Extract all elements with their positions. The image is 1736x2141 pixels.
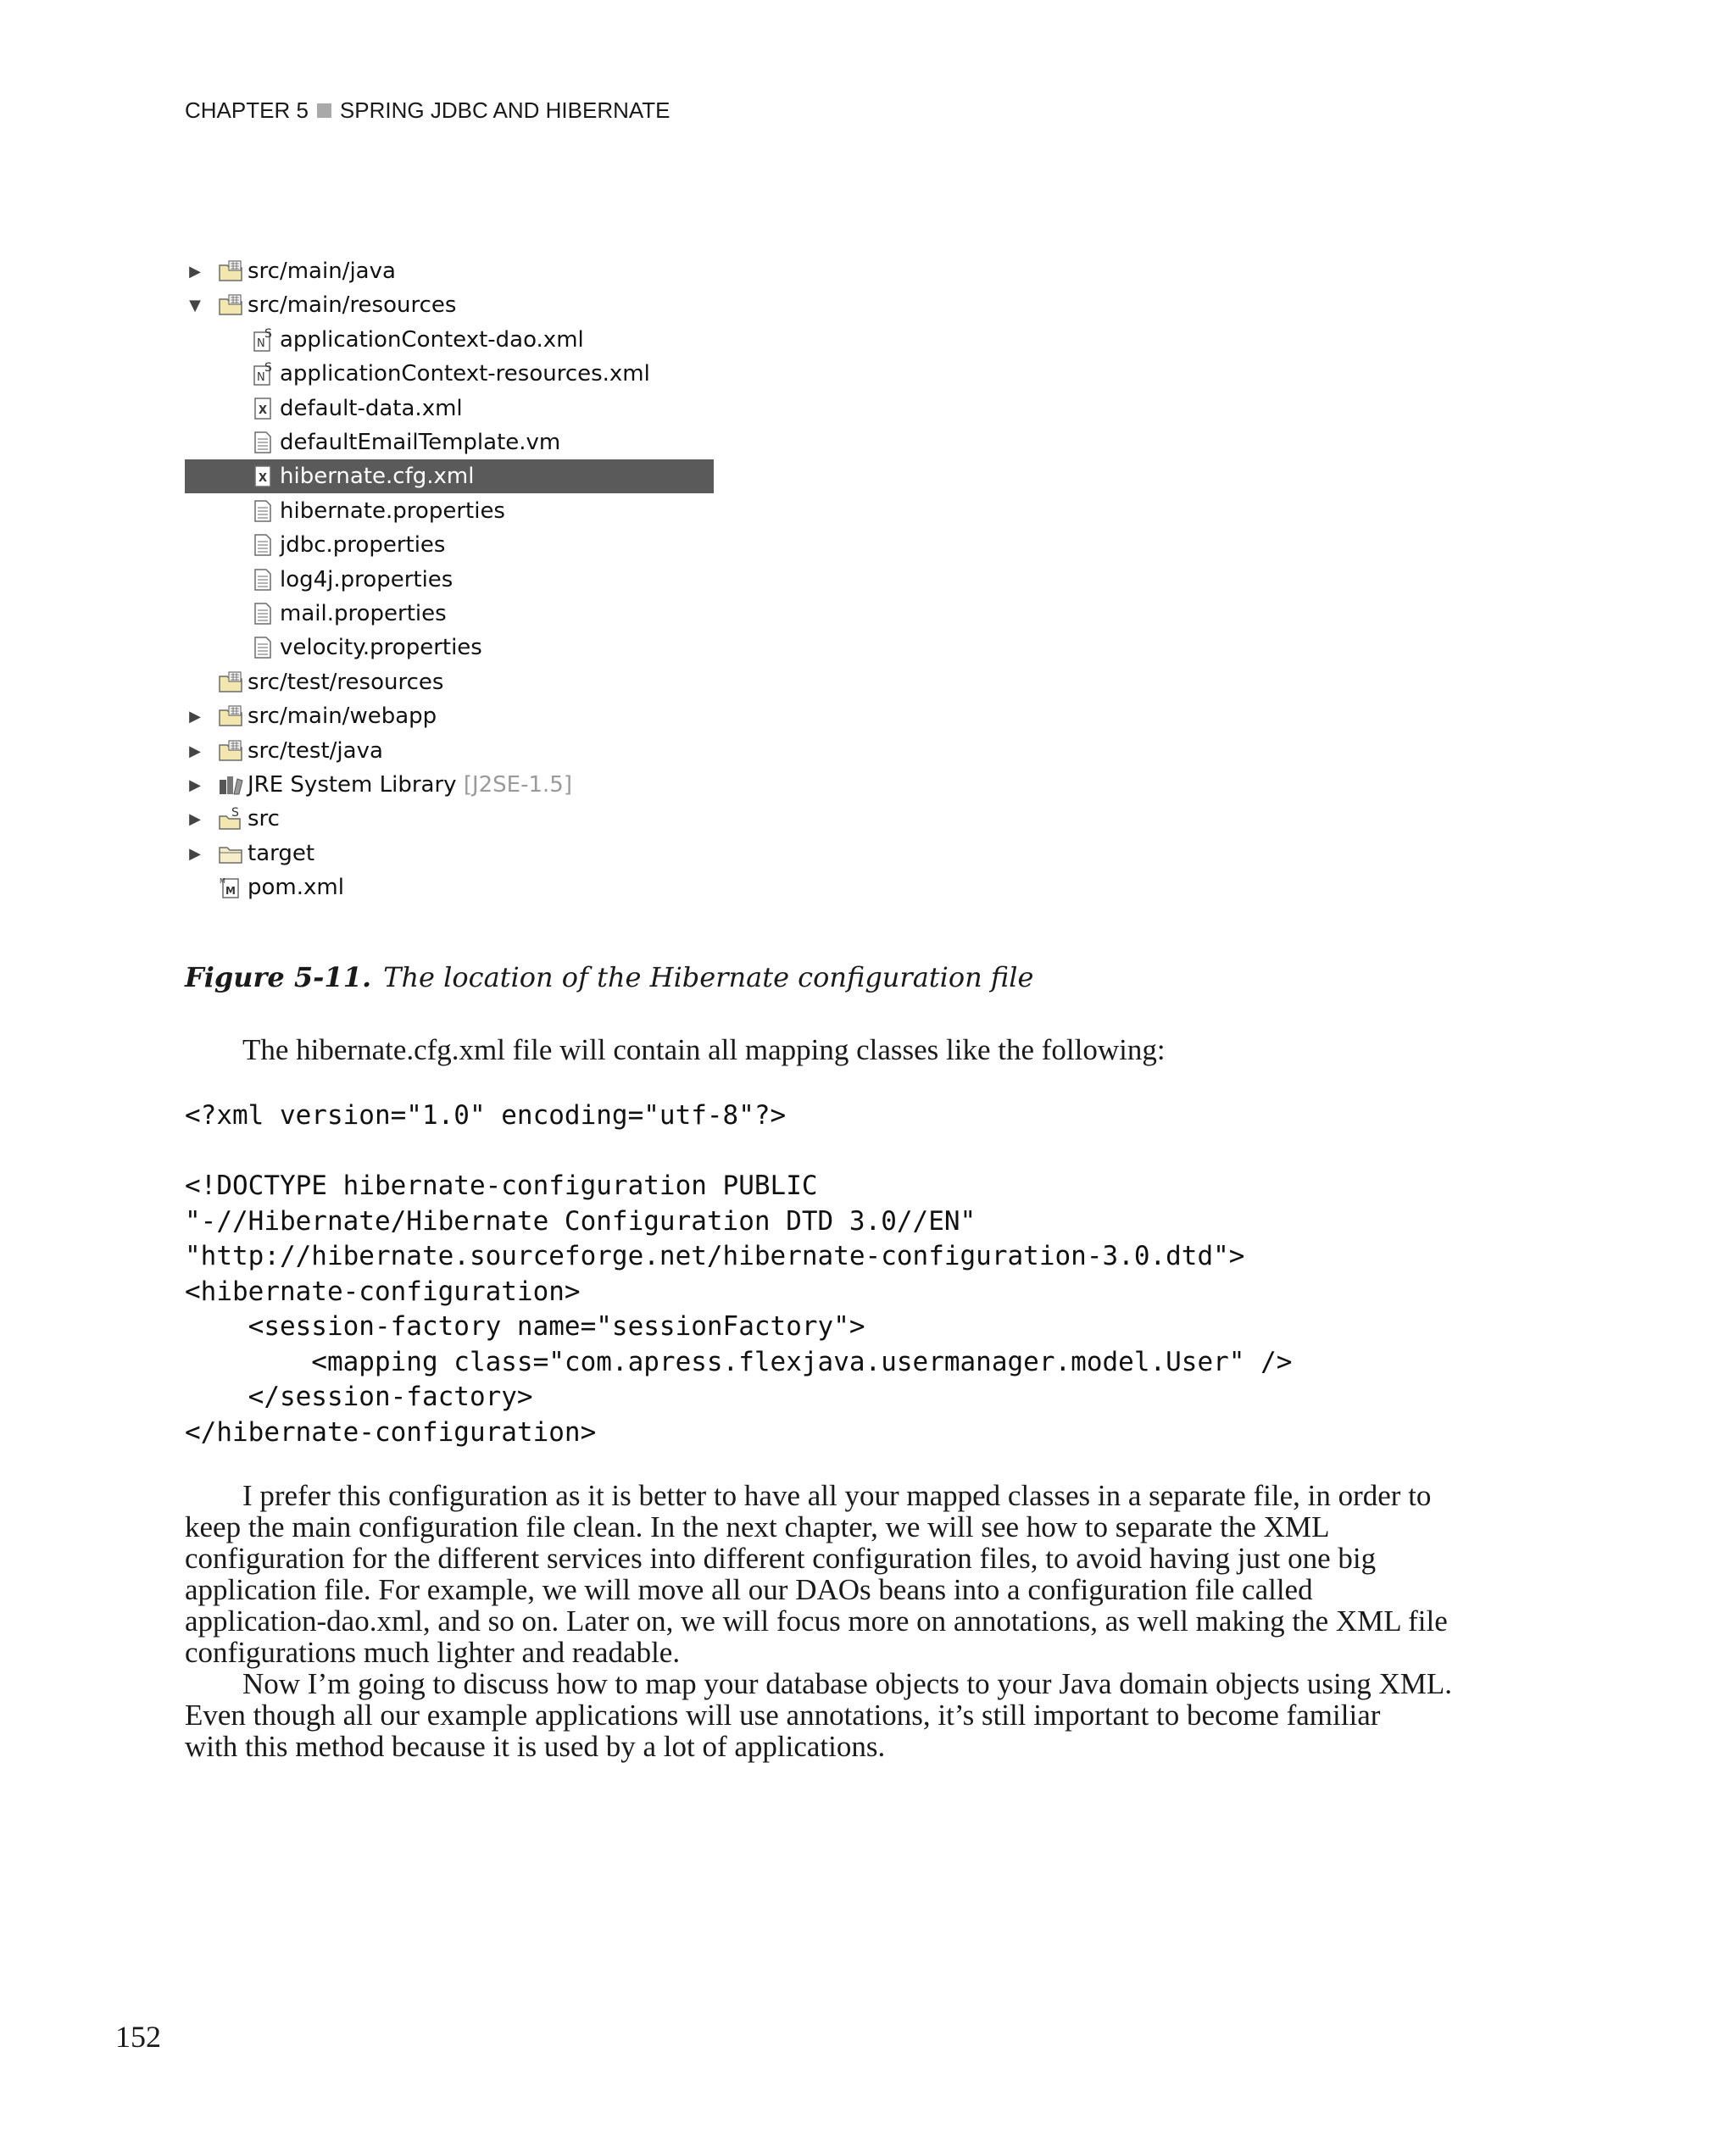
text-file-icon <box>249 635 276 660</box>
paragraph-line: application file. For example, we will move all our DAOs beans into a configuration file called <box>185 1573 1313 1606</box>
paragraph-line: keep the main configuration file clean. In the next chapter, we will see how to separate the XML <box>185 1510 1330 1543</box>
svg-text:M: M <box>220 877 225 885</box>
maven-pom-icon <box>217 875 244 900</box>
tree-item-name: jdbc.properties <box>280 532 446 558</box>
collapsed-arrow-icon[interactable]: ▶ <box>189 776 201 794</box>
figure-caption-text: The location of the Hibernate configuration file <box>383 961 1034 993</box>
paragraph-line: configurations much lighter and readable. <box>185 1636 681 1669</box>
paragraph-line: with this method because it is used by a lot of applications. <box>185 1730 886 1763</box>
paragraph-line: Now I’m going to discuss how to map your database objects to your Java domain objects using XML. <box>242 1667 1453 1700</box>
spring-xml-icon <box>249 361 276 386</box>
text-file-icon <box>249 532 276 558</box>
tree-item-label <box>248 738 383 764</box>
text-file-icon <box>249 601 276 626</box>
code-line: <mapping class="com.apress.flexjava.usermanager.model.User" /> <box>185 1346 1293 1377</box>
tree-item-name: pom.xml <box>248 875 344 900</box>
source-folder-icon <box>217 738 244 764</box>
tree-item[interactable] <box>185 323 714 357</box>
figure-caption <box>185 961 1033 993</box>
xml-file-icon <box>249 396 276 421</box>
tree-item-name: mail.properties <box>280 601 447 626</box>
intro-paragraph: The hibernate.cfg.xml file will contain all mapping classes like the following: <box>242 1033 1166 1066</box>
paragraph-line: I prefer this configuration as it is better to have all your mapped classes in a separate file, in order to <box>242 1479 1432 1512</box>
tree-item-name: log4j.properties <box>280 567 453 592</box>
tree-item[interactable] <box>185 392 714 425</box>
svg-text:S: S <box>231 806 239 820</box>
paragraph-line: Even though all our example applications will use annotations, it’s still important to become familiar <box>185 1699 1381 1732</box>
tree-item-name: applicationContext-dao.xml <box>280 327 584 353</box>
square-separator-icon <box>317 103 331 118</box>
tree-item-qualifier: [J2SE-1.5] <box>463 772 572 798</box>
tree-item-name: hibernate.cfg.xml <box>280 464 475 489</box>
source-folder-icon <box>217 259 244 284</box>
tree-item-label <box>280 361 650 386</box>
collapsed-arrow-icon[interactable]: ▶ <box>189 844 201 863</box>
text-file-icon <box>249 567 276 592</box>
tree-item-label <box>248 292 456 318</box>
tree-item-label <box>280 635 482 660</box>
xml-file-icon <box>249 464 276 489</box>
tree-item-label <box>280 601 447 626</box>
tree-item[interactable] <box>185 563 714 597</box>
body-paragraph-2 <box>185 1668 1452 1762</box>
tree-item-name: hibernate.properties <box>280 498 505 524</box>
tree-item-label <box>248 875 344 900</box>
tree-item-label <box>280 567 453 592</box>
svg-text:S: S <box>264 361 272 375</box>
expanded-arrow-icon[interactable]: ▼ <box>189 296 201 314</box>
page-number: 152 <box>115 2020 161 2054</box>
tree-item-name: default-data.xml <box>280 396 463 421</box>
tree-item-name: defaultEmailTemplate.vm <box>280 430 561 455</box>
tree-item-label <box>248 670 443 695</box>
tree-item-label <box>248 259 396 284</box>
tree-item[interactable] <box>185 597 714 631</box>
tree-item[interactable] <box>185 870 714 904</box>
tree-item-label <box>248 703 437 729</box>
source-folder-icon <box>217 292 244 318</box>
tree-item-label <box>248 772 572 798</box>
tree-item-label <box>280 532 445 558</box>
tree-item-name: target <box>248 841 315 866</box>
tree-item[interactable] <box>185 837 714 870</box>
tree-item-name: src/main/resources <box>248 292 457 318</box>
code-line: <?xml version="1.0" encoding="utf-8"?> <box>185 1100 787 1131</box>
paragraph-line: application-dao.xml, and so on. Later on, we will focus more on annotations, as well making the XML file <box>185 1604 1448 1638</box>
collapsed-arrow-icon[interactable]: ▶ <box>189 707 201 726</box>
svg-text:M: M <box>225 885 236 897</box>
tree-item-name: src/main/java <box>248 259 396 284</box>
tree-item-name: src/test/resources <box>248 670 444 695</box>
tree-item[interactable] <box>185 288 714 322</box>
tree-item-label <box>248 806 280 831</box>
spring-xml-icon <box>249 327 276 353</box>
code-line <box>185 1134 1292 1170</box>
chapter-number: CHAPTER 5 <box>185 97 309 123</box>
text-file-icon <box>249 430 276 455</box>
running-head <box>185 97 670 124</box>
source-folder-icon <box>217 703 244 729</box>
tree-item[interactable] <box>185 425 714 459</box>
body-paragraph-1 <box>185 1480 1448 1668</box>
tree-item[interactable] <box>185 254 714 288</box>
code-line: "-//Hibernate/Hibernate Configuration DTD 3.0//EN" <box>185 1205 976 1237</box>
tree-item[interactable] <box>185 494 714 528</box>
tree-item[interactable] <box>185 459 714 493</box>
svg-text:N: N <box>257 371 265 384</box>
source-folder-icon <box>217 670 244 695</box>
tree-item-name: velocity.properties <box>280 635 482 660</box>
tree-item-label <box>280 464 474 489</box>
svg-text:S: S <box>264 327 272 341</box>
paragraph-line: configuration for the different services into different configuration files, to avoid having just one big <box>185 1542 1377 1575</box>
tree-item-label <box>280 498 505 524</box>
tree-item-label <box>280 396 463 421</box>
text-file-icon <box>249 498 276 524</box>
code-line: <session-factory name="sessionFactory"> <box>185 1311 865 1342</box>
code-line: <hibernate-configuration> <box>185 1276 581 1307</box>
tree-item[interactable] <box>185 802 714 836</box>
tree-item[interactable] <box>185 631 714 665</box>
collapsed-arrow-icon[interactable]: ▶ <box>189 809 201 828</box>
code-line: "http://hibernate.sourceforge.net/hibernate-configuration-3.0.dtd"> <box>185 1241 1245 1271</box>
collapsed-arrow-icon[interactable]: ▶ <box>189 262 201 281</box>
tree-item[interactable] <box>185 528 714 562</box>
tree-item-label <box>280 327 584 353</box>
chapter-title: SPRING JDBC AND HIBERNATE <box>339 97 670 123</box>
library-icon <box>217 772 244 798</box>
collapsed-arrow-icon[interactable]: ▶ <box>189 742 201 760</box>
code-line: </session-factory> <box>185 1382 533 1412</box>
tree-item-label <box>280 430 560 455</box>
tree-item-name: applicationContext-resources.xml <box>280 361 650 386</box>
code-listing <box>185 1098 1292 1450</box>
tree-item[interactable] <box>185 357 714 391</box>
package-explorer-tree <box>185 254 714 915</box>
tree-item[interactable] <box>185 665 714 699</box>
spring-folder-icon <box>217 806 244 831</box>
code-line: </hibernate-configuration> <box>185 1416 597 1448</box>
svg-text:N: N <box>257 337 265 350</box>
tree-item-name: src <box>248 806 280 831</box>
tree-item-name: src/main/webapp <box>248 703 437 729</box>
svg-text:X: X <box>259 404 268 417</box>
tree-item[interactable] <box>185 734 714 768</box>
code-line: <!DOCTYPE hibernate-configuration PUBLIC <box>185 1171 818 1201</box>
svg-text:X: X <box>259 472 268 485</box>
tree-item[interactable] <box>185 768 714 802</box>
tree-item-label <box>248 841 314 866</box>
figure-number: Figure 5-11. <box>185 961 372 993</box>
folder-icon <box>217 841 244 866</box>
tree-item-name: src/test/java <box>248 738 383 764</box>
tree-item[interactable] <box>185 699 714 733</box>
tree-item-name: JRE System Library <box>248 772 464 798</box>
